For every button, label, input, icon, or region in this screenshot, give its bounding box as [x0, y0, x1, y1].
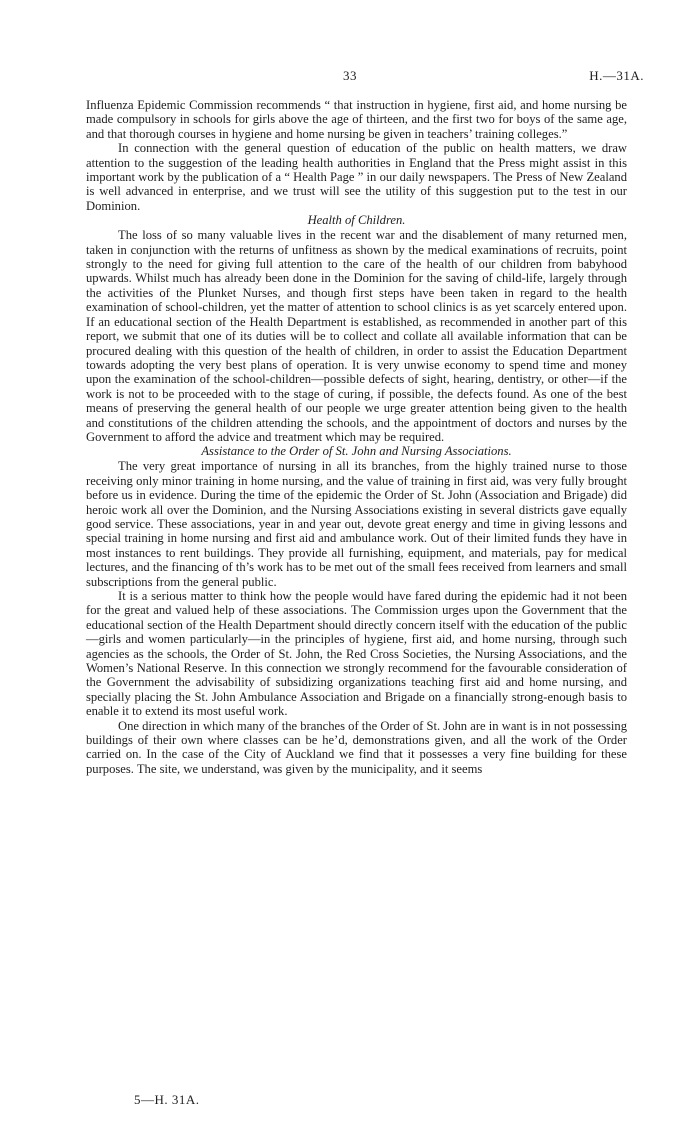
body-text — [86, 98, 627, 776]
paragraph-nursing-importance: The very great importance of nursing in all its branches, from the highly trained nurse to those receiving only minor training in home nursing, and the value of training in first aid, was very fully brought before us in evidence. During the time of the epidemic the Order of St. John (Association and Brigade) did heroic work all over the Dominion, and the Nursing Associations existing in several districts gave equally good service. These associations, year in and year out, devote great energy and time in giving lessons and special training in home nursing and first aid and ambulance work. Out of their limited funds they have in most instances to rent buildings. They provide all furnishing, equipment, and materials, pay for medical lectures, and the financing of th’s work has to be met out of the small fees received from learners and small subscriptions from the general public. — [86, 459, 627, 589]
paragraph-epidemic-help: It is a serious matter to think how the people would have fared during the epidemic had it not been for the great and valued help of these associations. The Commission urges upon the Government that the educational section of the Health Department should directly concern itself with the education of the public—girls and women particularly—in the principles of hygiene, first aid, and home nursing, through such agencies as the schools, the Order of St. John, the Red Cross Societies, the Nursing Associations, and the Women’s National Reserve. In this connection we strongly recommend for the favourable consideration of the Government the advisability of subsidizing organizations teaching first aid and home nursing, and specially placing the St. John Ambulance Association and Brigade on a financially strong-enough basis to enable it to extend its most useful work. — [86, 589, 628, 719]
paragraph-health-page: In connection with the general question of education of the public on health matters, we draw attention to the suggestion of the leading health authorities in England that the Press might assist in this important work by the publication of a “ Health Page ” in our daily newspapers. The Press of New Zealand is well advanced in enterprise, and we trust will see the utility of this suggestion put to the test in our Dominion. — [86, 141, 627, 213]
section-heading-st-john-assistance: Assistance to the Order of St. John and Nursing Associations. — [201, 444, 512, 459]
paragraph-health-of-children: The loss of so many valuable lives in the recent war and the disablement of many returned men, taken in conjunction with the returns of unfitness as shown by the medical examinations of recruits, point strongly to the need for giving full attention to the care of the health of our children from babyhood upwards. Whilst much has already been done in the Dominion for the saving of child-life, largely through the activities of the Plunket Nurses, and though first steps have been taken in regard to the health examination of school-children, yet the matter of attention to school clinics is as yet scarcely entered upon. If an educational section of the Health Department is established, as recommended in another part of this report, we submit that one of its duties will be to collect and collate all available information that can be procured dealing with this question of the health of children, in order to assist the Education Department towards adopting the very best plans of operation. It is very unwise economy to spend time and money upon the examination of the school-children—possible defects of sight, hearing, dentistry, or other—if the work is not to be proceeded with to the stage of curing, if possible, the defects found. As one of the best means of preserving the general health of our people we urge greater attention being given to the health and constitutions of the children attending the schools, and the appointment of doctors and nurses by the Government to afford the advice and treatment which may be required. — [86, 228, 627, 444]
paragraph-influenza-recommendation: Influenza Epidemic Commission recommends “ that instruction in hygiene, first aid, and home nursing be made compulsory in schools for girls above the age of thirteen, and the first two for boys of the same age, and that thorough courses in hygiene and home nursing be given in teachers’ training colleges.” — [86, 98, 627, 141]
section-heading-health-of-children: Health of Children. — [307, 213, 406, 228]
page-number: 33 — [343, 68, 357, 83]
page-signature: 5—H. 31A. — [134, 1092, 200, 1107]
paragraph-buildings: One direction in which many of the branches of the Order of St. John are in want is in not possessing buildings of their own where classes can be he’d, demonstrations given, and all the work of the Order carried on. In the case of the City of Auckland we find that it possesses a very fine building for these purposes. The site, we understand, was given by the municipality, and it seems — [86, 718, 627, 776]
document-reference: H.—31A. — [589, 68, 644, 83]
